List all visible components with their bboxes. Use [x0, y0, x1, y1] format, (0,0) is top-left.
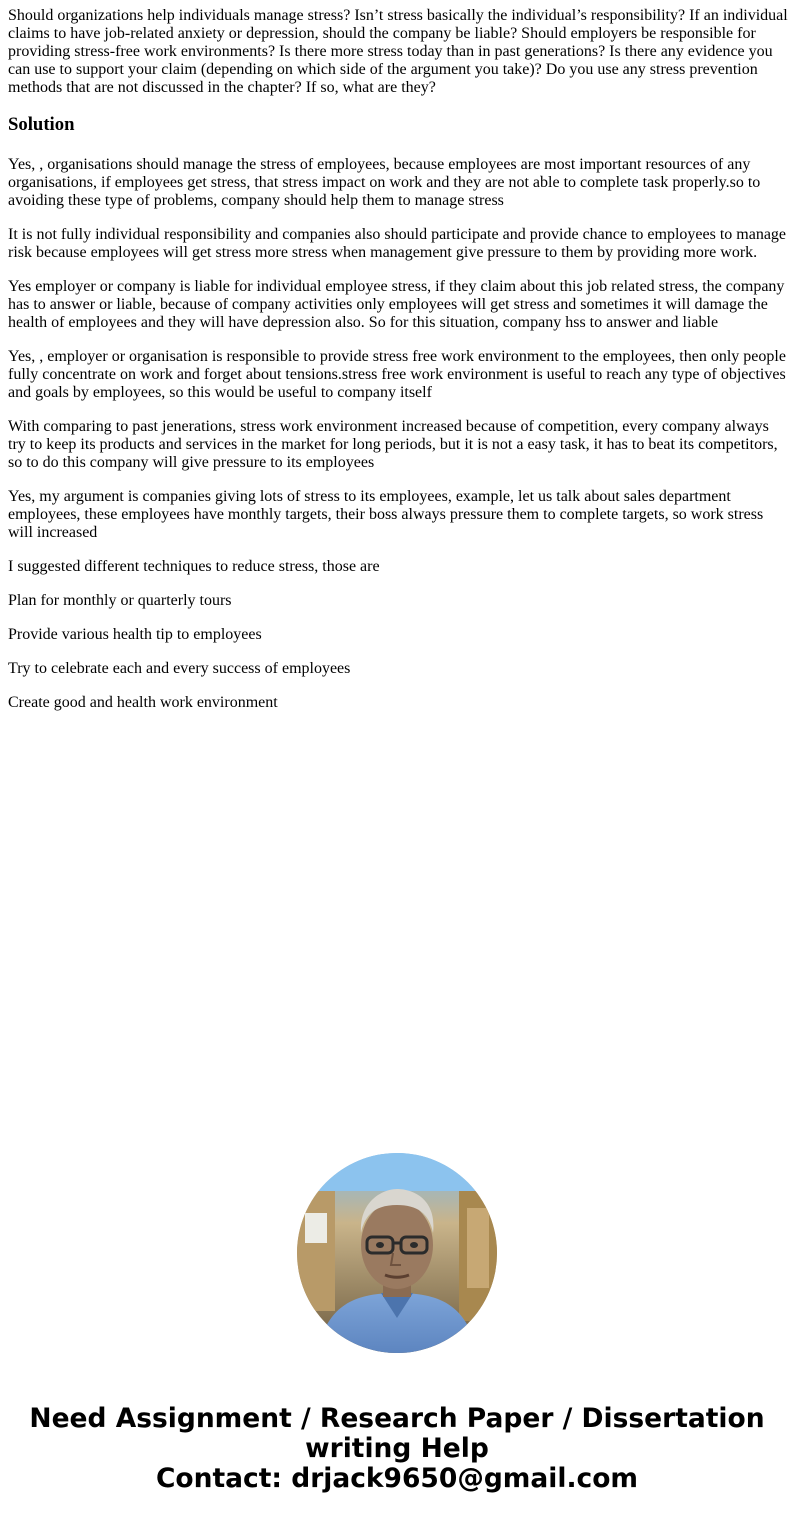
- answer-paragraph: Yes, , employer or organisation is responsible to provide stress free work environment to the employees, then only people fully concentrate on work and forget about tensions.stress free work environment is useful to reach any type of objectives and goals by employees, so this would be useful to company itself: [8, 348, 786, 401]
- technique-item: Create good and health work environment: [8, 694, 278, 711]
- question-text: Should organizations help individuals manage stress? Isn’t stress basically the individual’s responsibility? If an individual claims to have job-related anxiety or depression, should the company be liable? Should employers be responsible for providing stress-free work environments? Is there more stress today than in past generations? Is there any evidence you can use to support your claim (depending on which side of the argument you take)? Do you use any stress prevention methods that are not discussed in the chapter? If so, what are they?: [8, 7, 788, 96]
- answer-paragraph: Yes, my argument is companies giving lots of stress to its employees, example, let us talk about sales department employees, these employees have monthly targets, their boss always pressure them to complete targets, so work stress will increased: [8, 488, 764, 541]
- author-avatar: [297, 1153, 497, 1353]
- author-portrait-image: [297, 1153, 497, 1353]
- promo-line: Need Assignment / Research Paper / Dissertation: [29, 1403, 765, 1434]
- promo-contact: Contact: drjack9650@gmail.com: [155, 1463, 639, 1494]
- technique-item: Plan for monthly or quarterly tours: [8, 592, 232, 609]
- promo-banner: [0, 1404, 794, 1494]
- answer-paragraph: I suggested different techniques to reduce stress, those are: [8, 558, 380, 575]
- promo-line: writing Help: [305, 1433, 489, 1464]
- technique-item: Try to celebrate each and every success of employees: [8, 660, 351, 677]
- answer-paragraph: Yes, , organisations should manage the stress of employees, because employees are most important resources of any organisations, if employees get stress, that stress impact on work and they are not able to complete task properly.so to avoiding these type of problems, company should help them to manage stress: [8, 156, 761, 209]
- answer-document: [8, 7, 788, 728]
- answer-paragraph: It is not fully individual responsibility and companies also should participate and provide chance to employees to manage risk because employees will get stress more stress when management give pressure to them by providing more work.: [8, 226, 787, 261]
- answer-paragraph: With comparing to past jenerations, stress work environment increased because of competition, every company always try to keep its products and services in the market for long periods, but it is not a easy task, it has to beat its competitors, so to do this company will give pressure to its employees: [8, 418, 778, 471]
- solution-heading: Solution: [8, 114, 75, 135]
- answer-paragraph: Yes employer or company is liable for individual employee stress, if they claim about this job related stress, the company has to answer or liable, because of company activities only employees will get stress and sometimes it will damage the health of employees and they will have depression also. So for this situation, company hss to answer and liable: [8, 278, 785, 331]
- technique-item: Provide various health tip to employees: [8, 626, 262, 643]
